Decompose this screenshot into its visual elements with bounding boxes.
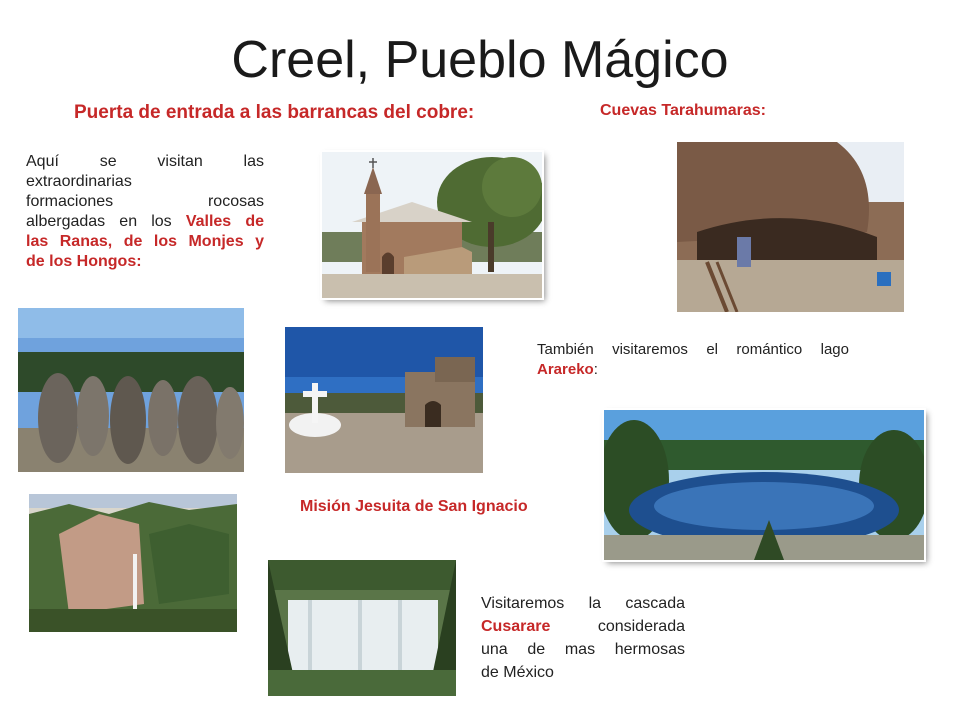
subtitle-gateway: Puerta de entrada a las barrancas del cobre: (74, 102, 475, 123)
valles-line-3: formaciones rocosas (26, 193, 264, 210)
lake-photo (604, 410, 924, 560)
mission-photo (285, 327, 483, 473)
valles-line-5: las Ranas, de los Monjes y (26, 233, 264, 250)
caves-photo (677, 142, 904, 312)
canyon-photo (29, 494, 237, 632)
valles-line-4 (26, 212, 264, 232)
waterfall-line-2 (481, 615, 685, 638)
lake-name: Arareko (537, 361, 594, 378)
valleys-photo (18, 308, 244, 472)
lake-line-2 (537, 360, 849, 380)
valles-paragraph (26, 152, 264, 272)
valles-line-2: extraordinarias (26, 173, 132, 190)
waterfall-line-1: Visitaremos la cascada (481, 595, 685, 612)
mission-caption: Misión Jesuita de San Ignacio (300, 498, 528, 515)
waterfall-paragraph (481, 592, 685, 684)
slide-title: Creel, Pueblo Mágico (231, 31, 729, 89)
lake-suffix: : (593, 361, 598, 378)
valles-line-6: de los Hongos: (26, 253, 142, 270)
waterfall-line-4: de México (481, 664, 554, 681)
valles-highlight-1: Valles de (185, 213, 264, 230)
waterfall-line-2-text: considerada (550, 618, 685, 635)
waterfall-line-3: una de mas hermosas (481, 641, 685, 658)
lake-paragraph (537, 340, 849, 380)
church-photo (322, 152, 542, 298)
waterfall-name: Cusarare (481, 618, 551, 635)
valles-line-1: Aquí se visitan las (26, 153, 264, 170)
subtitle-caves: Cuevas Tarahumaras: (600, 102, 766, 119)
valles-line-4-text: albergadas en los (26, 213, 186, 230)
lake-line-1: También visitaremos el romántico lago (537, 341, 849, 358)
cusarare-photo (268, 560, 456, 696)
